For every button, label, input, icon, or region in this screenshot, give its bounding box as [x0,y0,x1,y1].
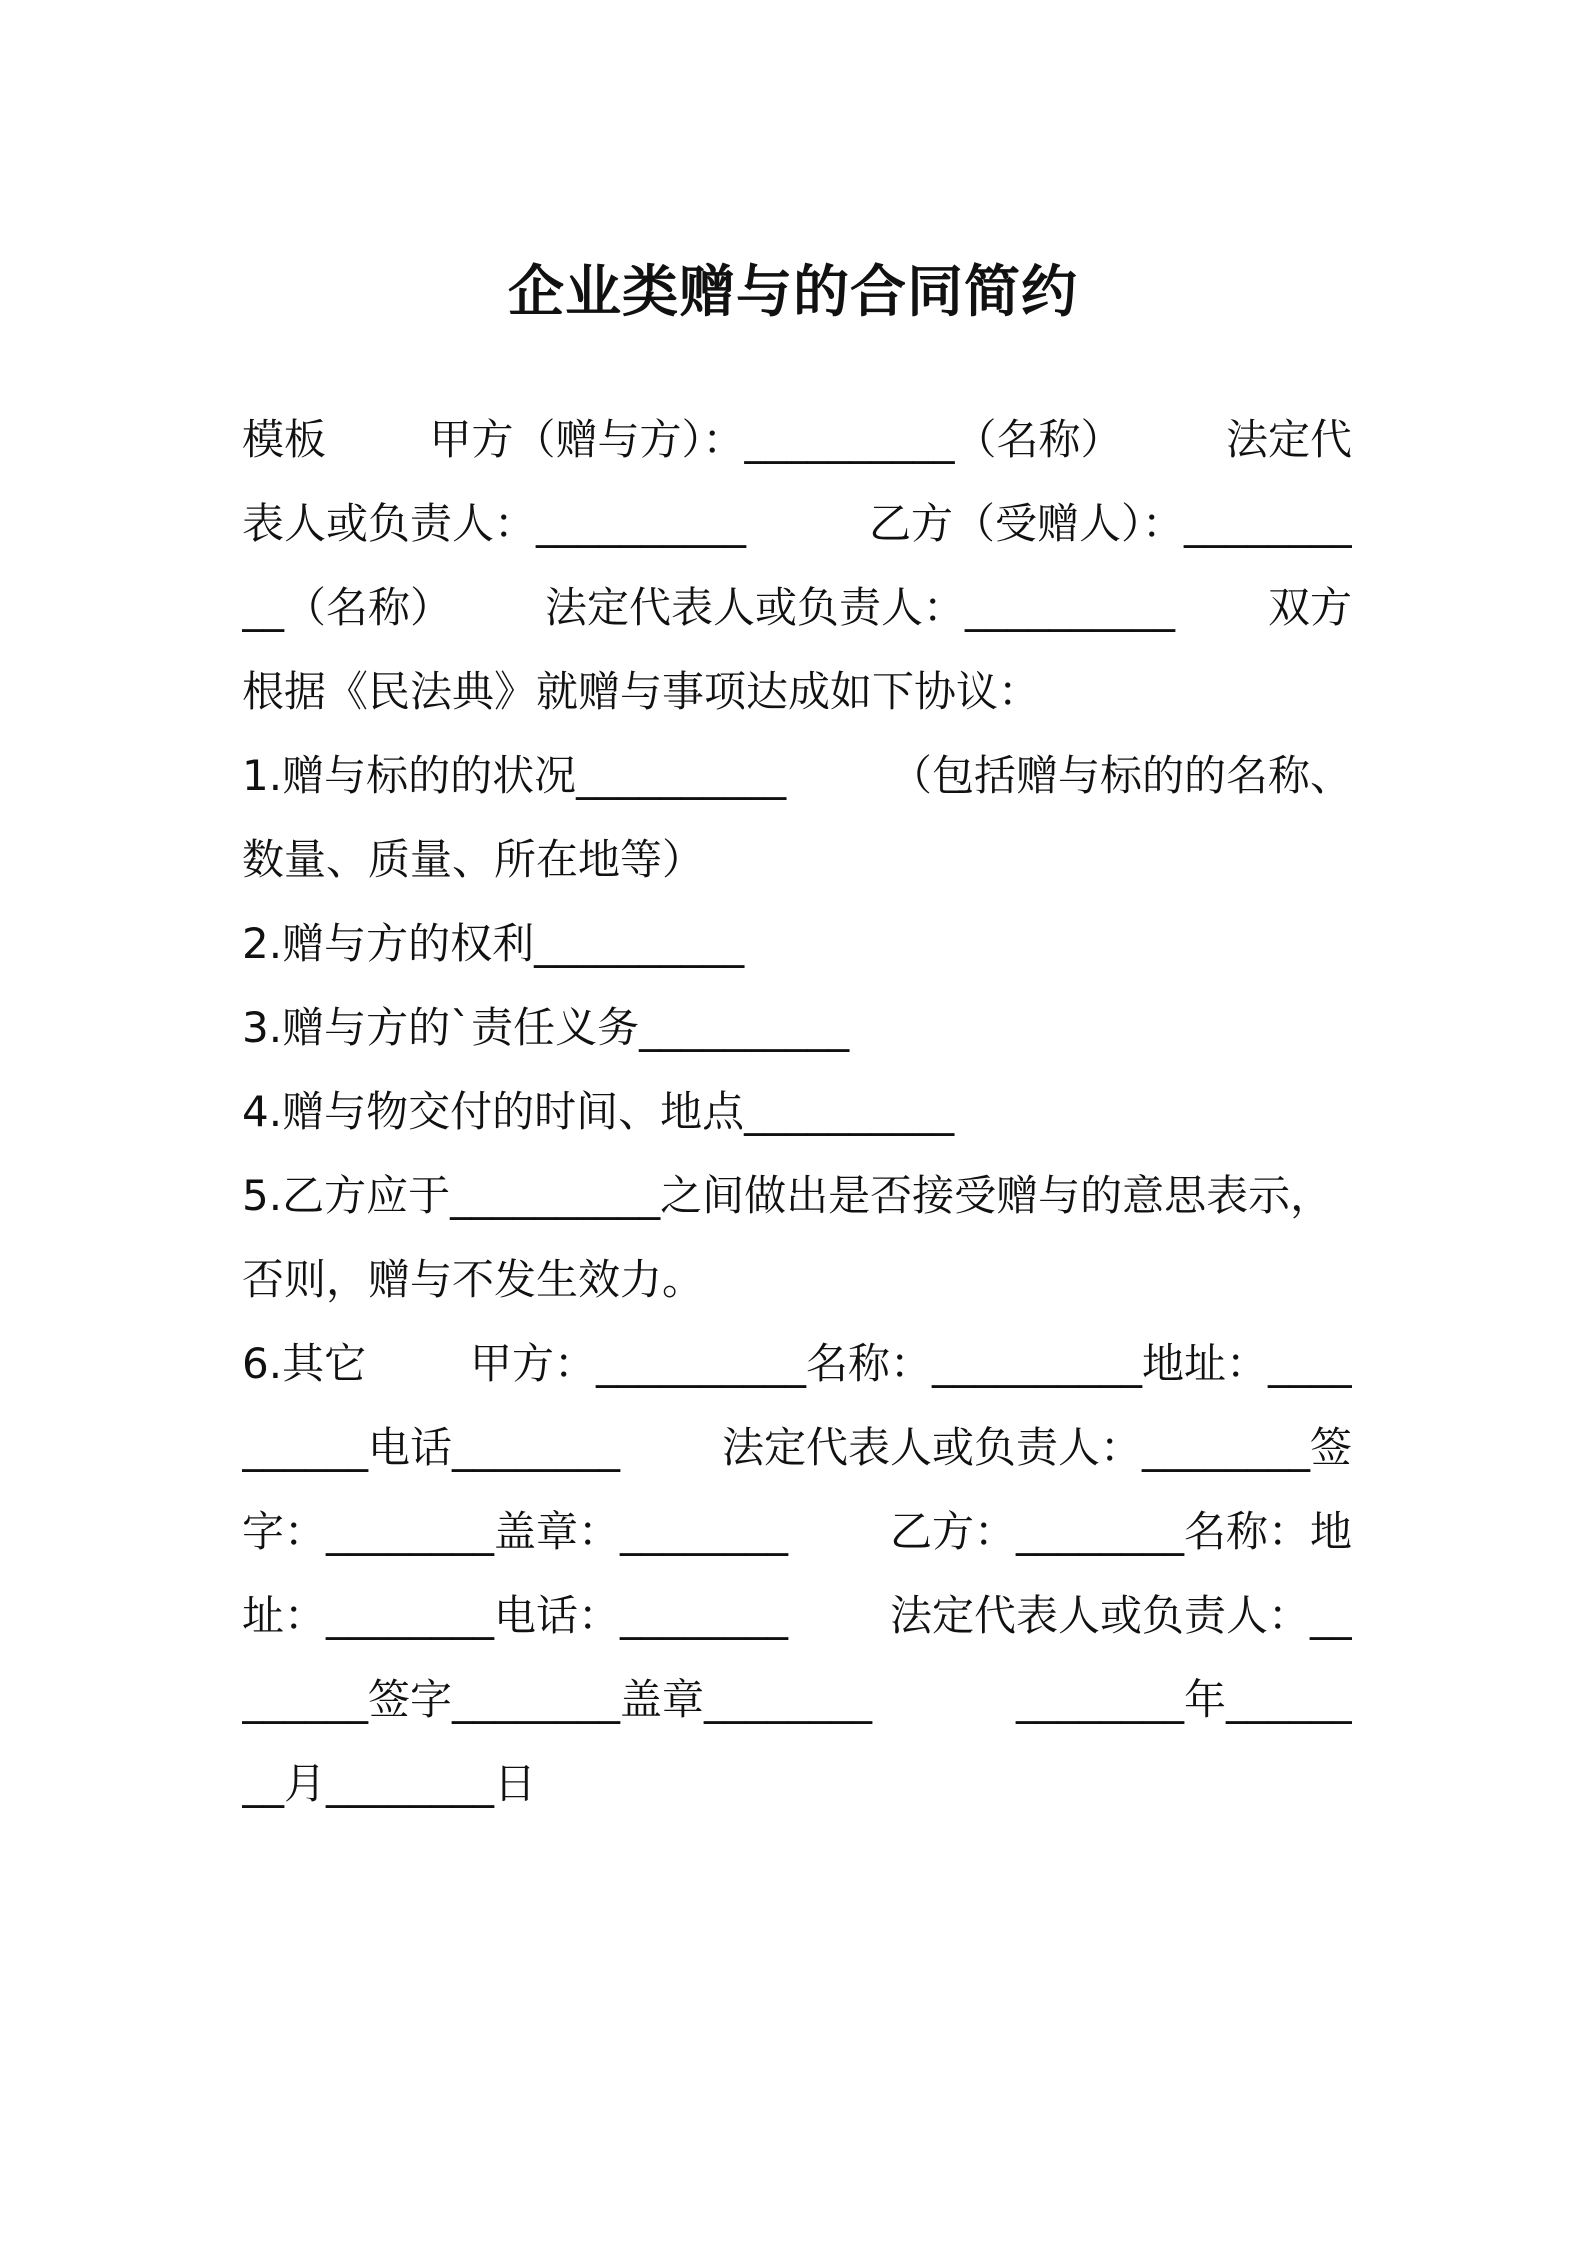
text-line [242,734,1352,818]
text-segment: 法定代表人或负责人：__________ [544,583,1175,632]
text-segment: 双方 [1267,583,1352,632]
text-line [242,1322,1352,1406]
text-segment: 法定代 [1225,415,1352,464]
text-segment: 表人或负责人：__________ [242,499,747,548]
text-segment: （包括赠与标的的名称、 [889,751,1352,800]
text-segment: ______电话________ [242,1423,621,1472]
text-segment: 甲方（赠与方）：__________（名称） [429,415,1123,464]
text-segment: 模板 [242,415,327,464]
text-line [242,1490,1352,1574]
text-line [242,1742,1352,1826]
text-segment: 1.赠与标的的状况__________ [242,751,787,800]
text-segment: 4.赠与物交付的时间、地点__________ [242,1087,955,1136]
text-segment: __（名称） [242,583,453,632]
text-segment: 否则，赠与不发生效力。 [242,1255,705,1304]
text-line [242,1238,1352,1322]
text-segment: 6.其它 [242,1339,367,1388]
text-segment: 法定代表人或负责人：________签 [721,1423,1352,1472]
text-segment: ________年______ [1015,1675,1352,1724]
text-line [242,986,1352,1070]
text-line [242,1070,1352,1154]
text-segment: 3.赠与方的`责任义务__________ [242,1003,850,1052]
text-line [242,818,1352,902]
text-line [242,482,1352,566]
text-segment: 5.乙方应于__________之间做出是否接受赠与的意思表示， [242,1171,1333,1220]
text-segment: 法定代表人或负责人：__ [889,1591,1352,1640]
text-segment: ______签字________盖章________ [242,1675,873,1724]
text-segment: 址：________电话：________ [242,1591,789,1640]
text-line [242,1658,1352,1742]
text-line [242,1406,1352,1490]
text-segment: __月________日 [242,1759,537,1808]
text-line [242,1154,1352,1238]
document-title: 企业类赠与的合同简约 [508,260,1078,325]
text-segment: 字：________盖章：________ [242,1507,789,1556]
text-line [242,650,1352,734]
text-line [242,1574,1352,1658]
text-line [242,566,1352,650]
text-segment: 乙方：________名称：地 [889,1507,1352,1556]
text-segment: 2.赠与方的权利__________ [242,919,745,968]
text-segment: 数量、质量、所在地等） [242,835,705,884]
text-line [242,902,1352,986]
text-segment: 甲方：__________名称：__________地址：____ [469,1339,1352,1388]
text-line [242,398,1352,482]
text-segment: 乙方（受赠人）：________ [868,499,1352,548]
text-segment: 根据《民法典》就赠与事项达成如下协议： [242,667,1041,716]
